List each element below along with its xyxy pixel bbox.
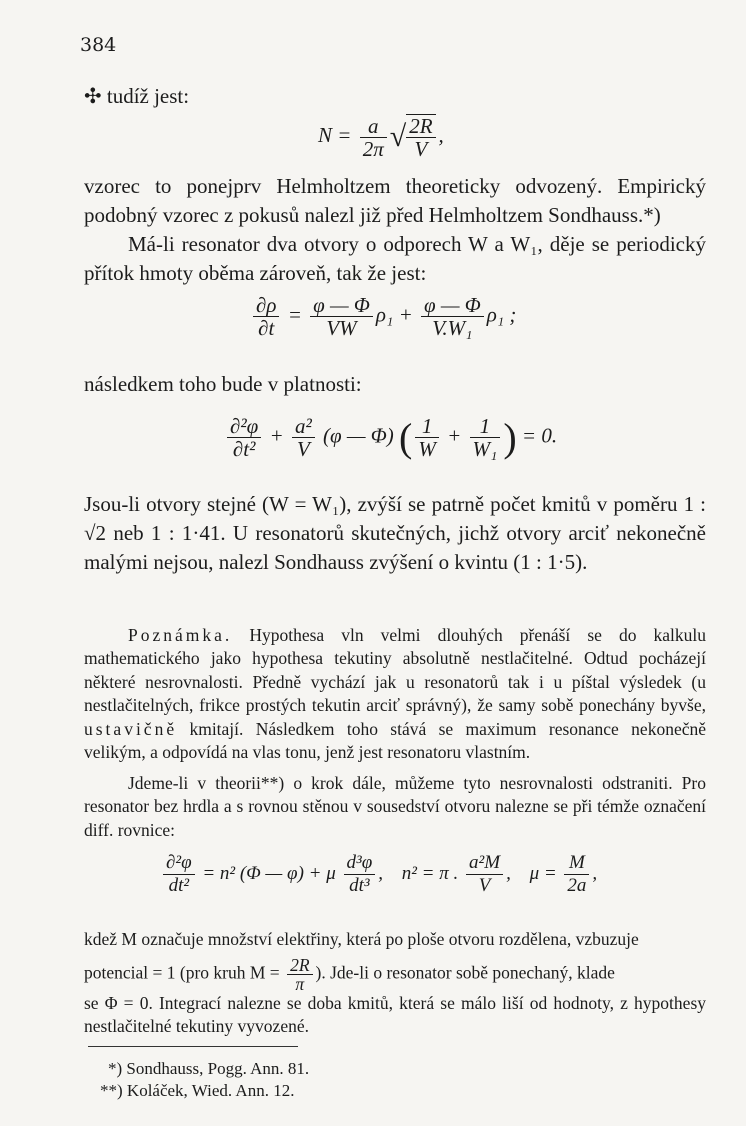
formula-n-trail: , — [438, 122, 444, 147]
formula-rho-lhs-den: ∂t — [258, 316, 275, 340]
formula-diff-mu-num: M — [564, 852, 589, 875]
note-text-spaced: ustavičně — [84, 718, 178, 739]
formula-rho-f2-num: φ — Φ — [421, 294, 484, 317]
formula-phi-d-den: ∂t² — [232, 437, 256, 461]
formula-phi-w1-den: W₁ — [472, 437, 498, 461]
formula-phi-w-den: W — [418, 437, 436, 461]
note3b-end: ). Jde-li o resonator sobě ponechaný, klade — [315, 962, 615, 983]
formula-diff-comma3: , — [592, 862, 598, 884]
sqrt-sign-icon: √ — [389, 120, 407, 153]
formula-rho-lhs — [253, 294, 279, 339]
formula-diff-d3-num: d³φ — [344, 852, 376, 875]
formula-rho-f1-num: φ — Φ — [310, 294, 373, 317]
formula-n-lhs: N = — [318, 122, 352, 147]
note3b-num: 2R — [287, 956, 312, 975]
paragraph-1: vzorec to ponejprv Helmholtzem theoreticky odvozený. Empirický podobný vzorec z pokusů nalezl již před Helmholtzem Sondhauss.*) — [84, 174, 706, 227]
formula-rho-f1 — [310, 294, 373, 339]
note-paragraph-3b — [84, 956, 706, 993]
formula-phi-w1 — [470, 415, 501, 460]
formula-diff — [160, 852, 597, 897]
cross-mark-icon: ✣ — [84, 84, 102, 108]
formula-rho-f1-den: VW — [326, 316, 357, 340]
formula-phi-w-num: 1 — [415, 415, 439, 438]
formula-diff-n — [466, 852, 503, 897]
formula-diff-d-num: ∂²φ — [163, 852, 195, 875]
paragraph-4: Jsou-li otvory stejné (W = W₁), zvýší se patrně počet kmitů v poměru 1 : √2 neb 1 : 1·41. U resonatorů skutečných, jichž otvory arciť nekonečně malými nejsou, nalezl Sondhauss zvýšení o kvintu (1 : 1·5). — [84, 492, 706, 574]
note-text-1: Hypothesa vln velmi dlouhých přenáší se do kalkulu mathematického jako hypothesa tekutiny absolutně nestlačitelné. Odtud pocházejí některé nesrovnalosti. Předně vychází jak u resonatorů tak i u píštal výsledek (u nestlačitelných, frikce prostých tekutin arciť správný), že samy sobě ponechány byvše, — [84, 625, 707, 716]
formula-n-sqrt-frac — [406, 114, 435, 160]
formula-diff-n-den: V — [478, 875, 491, 896]
formula-rho-f1-tail: ρ₁ — [375, 302, 394, 327]
note-paragraph-1 — [84, 624, 706, 764]
formula-rho-f2-den: V.W₁ — [432, 316, 473, 340]
formula-n-num: a — [360, 115, 387, 138]
note-text-1-end: kmitají. Následkem toho stává se maximum resonance nekonečně velikým, a odpovídá na vlas tonu, jenž jest resonatoru vlastním. — [84, 718, 706, 763]
formula-phi-plus2: + — [447, 423, 462, 448]
note3b-lead: potencial = 1 — [84, 962, 176, 983]
formula-diff-d3-den: dt³ — [349, 875, 370, 896]
formula-phi-a — [292, 415, 315, 460]
formula-n-sqrt-num: 2R — [406, 115, 435, 138]
formula-diff-comma2: , — [506, 862, 511, 884]
note-label: Poznámka. — [128, 625, 233, 645]
formula-phi-mid: (φ — Φ) — [323, 423, 394, 448]
footnote-divider — [88, 1046, 298, 1047]
formula-rho — [250, 294, 516, 339]
formula-phi-w — [415, 415, 439, 460]
formula-phi-w1-num: 1 — [470, 415, 501, 438]
formula-diff-n-lhs: n² = π . — [401, 862, 459, 884]
formula-rho-plus: + — [398, 302, 413, 327]
formula-phi-close: ) — [503, 415, 517, 460]
formula-phi-rhs: = 0. — [521, 423, 558, 448]
note-paragraph-2: Jdeme-li v theorii**) o krok dále, můžeme tyto nesrovnalosti odstraniti. Pro resonator bez hrdla a s rovnou stěnou v sousedství otvoru nalezne se při témže označení diff. rovnice: — [84, 773, 706, 840]
note-paragraph-3c: se Φ = 0. Integrací nalezne se doba kmitů, která se málo liší od hodnoty, z hypothesy nestlačitelné tekutiny vyvozené. — [84, 993, 706, 1037]
formula-diff-n-num: a²M — [466, 852, 503, 875]
formula-phi-open: ( — [399, 415, 413, 460]
lead-text: tudíž jest: — [106, 84, 190, 108]
note3b-frac — [287, 956, 312, 993]
formula-rho-f2-tail: ρ₁ ; — [486, 302, 517, 327]
paragraph-3: následkem toho bude v platnosti: — [84, 372, 362, 396]
formula-phi-d — [227, 415, 261, 460]
formula-diff-mu — [564, 852, 589, 897]
note3b-paren: (pro kruh M = — [179, 962, 280, 983]
formula-phi-d-num: ∂²φ — [227, 415, 261, 438]
formula-diff-d — [163, 852, 195, 897]
lead-line — [84, 82, 706, 111]
paragraph-2: Má-li resonator dva otvory o odporech W a W₁, děje se periodický přítok hmoty oběma zároveň, tak že jest: — [84, 232, 706, 285]
formula-n — [318, 114, 444, 160]
formula-phi-a-num: a² — [292, 415, 315, 438]
formula-n-frac — [360, 115, 387, 160]
formula-phi-a-den: V — [296, 437, 310, 461]
formula-diff-mid: = n² (Φ — φ) + μ — [202, 862, 336, 884]
formula-diff-d3 — [344, 852, 376, 897]
formula-phi-plus1: + — [269, 423, 284, 448]
formula-phi — [224, 414, 557, 461]
footnote-1: *) Sondhauss, Pogg. Ann. 81. — [108, 1059, 310, 1078]
page-number: 384 — [80, 34, 117, 56]
formula-diff-d-den: dt² — [168, 875, 190, 896]
formula-diff-mu-den: 2a — [567, 875, 587, 896]
formula-n-sqrt-den: V — [414, 137, 428, 161]
note-paragraph-3a: kdež M označuje množství elektřiny, která po ploše otvoru rozdělena, vzbuzuje — [84, 929, 639, 949]
footnote-2: **) Koláček, Wied. Ann. 12. — [100, 1081, 295, 1100]
note3b-den: π — [295, 974, 305, 994]
formula-diff-comma1: , — [378, 862, 383, 884]
formula-rho-f2 — [421, 294, 484, 339]
formula-rho-eq: = — [287, 302, 302, 327]
formula-rho-lhs-num: ∂ρ — [253, 294, 279, 317]
formula-diff-mu-lhs: μ = — [529, 862, 557, 884]
formula-n-den: 2π — [362, 136, 384, 161]
